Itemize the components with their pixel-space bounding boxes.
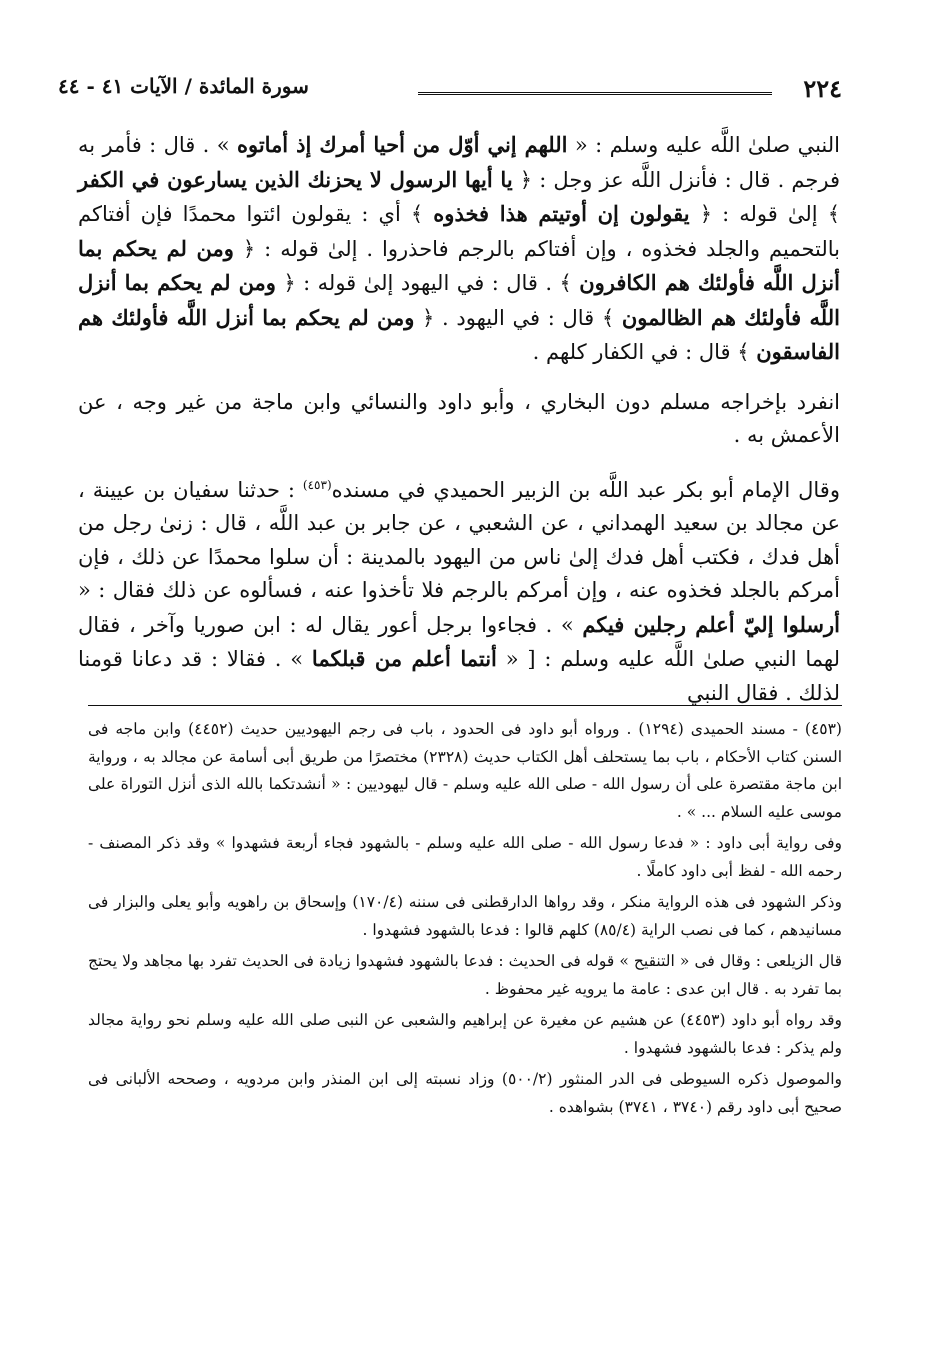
page-number: ٢٢٤ [803, 74, 842, 103]
text-run: » . فقالا : قد دعانا قومنا لذلك . فقال النبي [78, 647, 840, 705]
footnote-paragraph: وقد رواه أبو داود (٤٤٥٣) عن هشيم عن مغيرة عن إبراهيم والشعبى عن النبى صلى الله عليه وسلم نحو رواية مجالد ولم يذكر : فدعا بالشهود فشهدوا . [88, 1011, 842, 1057]
hadith-quote: اللهم إني أوّل من أحيا أمرك إذ أماتوه [236, 132, 568, 157]
header-rule [418, 92, 772, 98]
footnote-paragraph: (٤٥٣) - مسند الحميدى (١٢٩٤) . ورواه أبو داود فى الحدود ، باب فى رجم اليهوديين حديث (٤٤٥٢) وابن ماجه فى السنن كتاب الأحكام ، باب بما يستحلف أهل الكتاب حديث (٢٣٢٨) مختصرًا من طريق أبى أسامة عن مجالد به ، ورواية ابن ماجة مقتصرة على أن رسول الله - صلى الله عليه وسلم - قال ليهوديين : « أنشدتكما بالله الذى أنزل التوراة على موسى عليه السلام ... » . [88, 720, 843, 821]
quran-verse: يا أيها الرسول لا يحزنك الذين يسارعون في الكفر [78, 166, 513, 192]
quran-verse: ومن لم يحكم بما أنزل اللَّه فأولئك هم الكافرون [78, 235, 840, 295]
text-run: ﴾ قال : في اليهود . ﴿ [414, 305, 622, 330]
paragraph-2: انفرد بإخراجه مسلم دون البخاري ، وأبو داود والنسائي وابن ماجة من غير وجه ، عن الأعمش به . [78, 389, 840, 447]
paragraph-1 [78, 128, 840, 370]
text-run: » . قال : فأمر به فرجم . قال : فأنزل اللَّه عز وجل : ﴿ [78, 133, 840, 192]
quran-verse: ومن لم يحكم بما أنزل اللَّه فأولئك هم الظالمون [78, 270, 840, 330]
quran-verse: ومن لم يحكم بما أنزل اللَّه فأولئك هم الفاسقون [78, 304, 840, 364]
text-run: النبي صلىٰ اللَّه عليه وسلم : « [567, 133, 840, 157]
text-run: ﴾ قال : في الكفار كلهم . [532, 340, 757, 364]
footnote-paragraph: وذكر الشهود فى هذه الرواية منكر ، وقد رواها الدارقطنى فى سننه (١٧٠/٤) وإسحاق بن راهويه وأبو يعلى والبزار فى مسانيدهم ، كما فى نصب الراية (٨٥/٤) كلهم قالوا : فدعا بالشهود فشهدوا . [88, 893, 842, 939]
text-run: ﴾ إلىٰ قوله : ﴿ [689, 202, 841, 226]
running-header [58, 72, 842, 112]
text-run: ﴾ أي : يقولون ائتوا محمدًا فإن أفتاكم بالتحميم والجلد فخذوه ، وإن أفتاكم بالرجم فاحذروا . إلىٰ قوله : ﴿ [78, 202, 840, 261]
text-run: ﴾ . قال : في اليهود إلىٰ قوله : ﴿ [275, 271, 580, 295]
running-title: سورة المائدة / الآيات ٤١ - ٤٤ [58, 74, 309, 98]
footnote-paragraph: قال الزيلعى : وقال فى « التنقيح » قوله فى الحديث : فدعا بالشهود فشهدوا زيادة فى الحديث تفرد بها مجاهد ولا يحتج بما تفرد به . قال ابن عدى : عامة ما يرويه غير محفوظ . [88, 952, 842, 998]
paragraph-3 [78, 469, 840, 711]
quran-verse: يقولون إن أوتيتم هذا فخذوه [433, 201, 690, 226]
text-run: » . فجاءوا برجل أعور يقال له : ابن صوريا وآخر ، فقال لهما النبي صلىٰ اللَّه عليه وسلم : [ « [78, 612, 840, 671]
main-text [78, 128, 840, 726]
footnote-reference: (٤٥٣) [302, 477, 332, 492]
footnotes [88, 716, 842, 1125]
footnote-paragraph: وفى رواية أبى داود : « فدعا رسول الله - صلى الله عليه وسلم - بالشهود فجاء أربعة فشهدوا » وقد ذكر المصنف - رحمه الله - لفظ أبى داود كاملًا . [88, 834, 842, 880]
footnote-paragraph: والموصول ذكره السيوطى فى الدر المنثور (٥٠٠/٢) وزاد نسبته إلى ابن المنذر وابن مردويه ، وصححه الألبانى فى صحيح أبى داود رقم (٣٧٤٠ ، ٣٧٤١) بشواهده . [88, 1070, 842, 1116]
hadith-quote: أرسلوا إليّ أعلم رجلين فيكم [582, 611, 840, 637]
hadith-quote: أنتما أعلم من قبلكما [311, 646, 497, 671]
footnote-separator [88, 705, 842, 706]
text-run: : حدثنا سفيان بن عيينة ، عن مجالد بن سعيد الهمداني ، عن الشعبي ، عن جابر بن عبد اللَّه ، قال : زنىٰ رجل من أهل فدك ، فكتب أهل فدك إلىٰ ناس من اليهود بالمدينة : أن سلوا محمدًا عن ذلك ، فإن أمركم بالجلد فخذوه عنه ، وإن أمركم بالرجم فلا تأخذوا عنه ، فسألوه عن ذلك فقال : « [78, 477, 840, 602]
text-run: وقال الإمام أبو بكر عبد اللَّه بن الزبير الحميدي في مسنده [331, 477, 840, 502]
